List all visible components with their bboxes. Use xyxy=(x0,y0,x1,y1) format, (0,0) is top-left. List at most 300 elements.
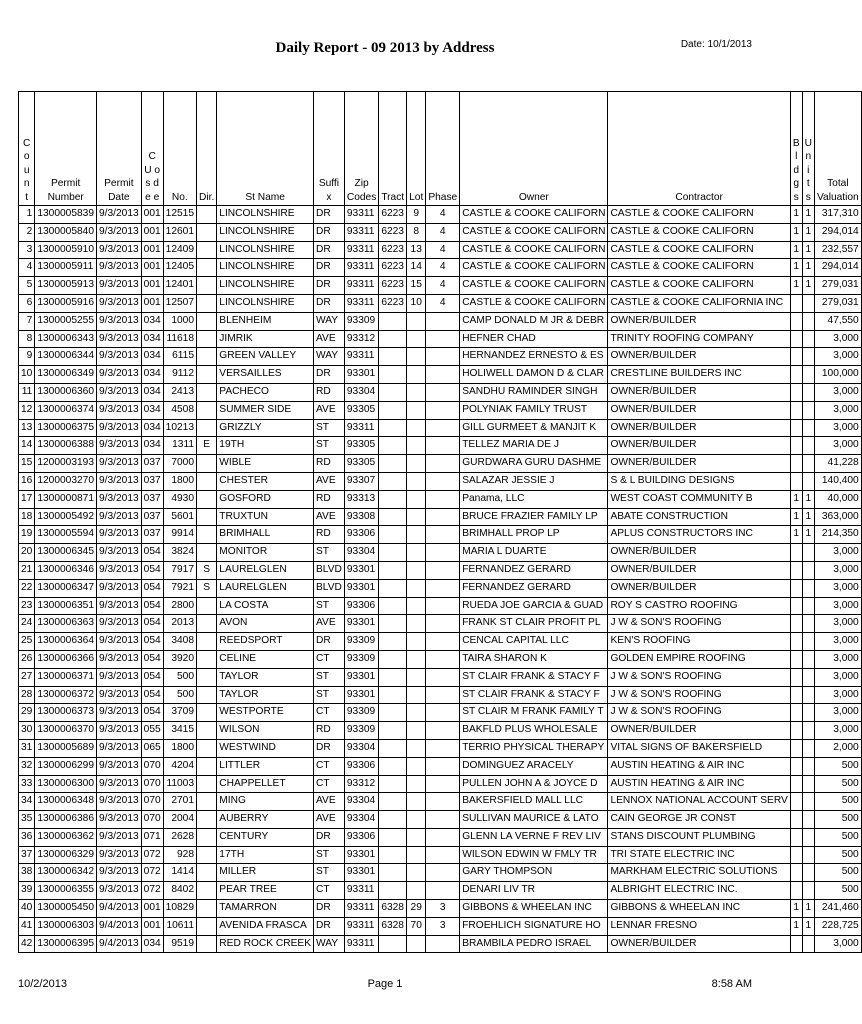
cell-suffix: AVE xyxy=(314,615,345,633)
cell-bldgs xyxy=(790,615,802,633)
cell-bldgs xyxy=(790,472,802,490)
cell-bldgs xyxy=(790,544,802,562)
cell-owner: BRIMHALL PROP LP xyxy=(460,526,608,544)
header-label-line: Contractor xyxy=(675,191,723,203)
cell-suffix: DR xyxy=(314,366,345,384)
cell-count: 5 xyxy=(19,277,35,295)
footer-time: 8:58 AM xyxy=(711,978,752,990)
cell-lot xyxy=(407,650,426,668)
cell-dir xyxy=(197,312,217,330)
cell-permit-number: 1300005255 xyxy=(35,312,97,330)
cell-zip: 93301 xyxy=(344,686,378,704)
cell-lot: 15 xyxy=(407,277,426,295)
cell-contractor: OWNER/BUILDER xyxy=(608,579,790,597)
cell-lot xyxy=(407,437,426,455)
cell-dir xyxy=(197,811,217,829)
permit-table xyxy=(18,91,862,953)
header-label-line: C xyxy=(22,137,31,149)
cell-tract xyxy=(379,490,407,508)
cell-street-no: 3920 xyxy=(163,650,196,668)
cell-contractor: OWNER/BUILDER xyxy=(608,722,790,740)
cell-suffix: BLVD xyxy=(314,561,345,579)
cell-tract: 6223 xyxy=(379,294,407,312)
cell-permit-date: 9/3/2013 xyxy=(97,241,142,259)
col-suffix-header xyxy=(314,92,345,206)
header-label-line: Number xyxy=(47,191,84,203)
cell-contractor: OWNER/BUILDER xyxy=(608,935,790,953)
header-label-line: e e xyxy=(145,191,160,203)
cell-lot xyxy=(407,775,426,793)
cell-tract xyxy=(379,757,407,775)
cell-suffix: DR xyxy=(314,900,345,918)
cell-tract xyxy=(379,330,407,348)
cell-units xyxy=(802,366,814,384)
cell-tract: 6223 xyxy=(379,241,407,259)
cell-contractor: J W & SON'S ROOFING xyxy=(608,686,790,704)
table-row xyxy=(19,223,862,241)
cell-permit-date: 9/3/2013 xyxy=(97,775,142,793)
cell-street-name: AUBERRY xyxy=(217,811,314,829)
cell-lot xyxy=(407,668,426,686)
cell-tract xyxy=(379,704,407,722)
cell-total-valuation: 40,000 xyxy=(814,490,861,508)
cell-owner: MARIA L DUARTE xyxy=(460,544,608,562)
cell-owner: GARY THOMPSON xyxy=(460,864,608,882)
cell-total-valuation: 47,550 xyxy=(814,312,861,330)
cell-zip: 93308 xyxy=(344,508,378,526)
cell-dir xyxy=(197,472,217,490)
cell-use-code: 034 xyxy=(141,419,163,437)
table-row xyxy=(19,650,862,668)
cell-permit-number: 1300006364 xyxy=(35,633,97,651)
cell-tract xyxy=(379,668,407,686)
header-label-line: n xyxy=(23,178,30,189)
cell-owner: POLYNIAK FAMILY TRUST xyxy=(460,401,608,419)
cell-contractor: OWNER/BUILDER xyxy=(608,312,790,330)
col-phase-header xyxy=(426,92,460,206)
cell-use-code: 034 xyxy=(141,330,163,348)
cell-bldgs xyxy=(790,437,802,455)
cell-use-code: 054 xyxy=(141,544,163,562)
cell-total-valuation: 500 xyxy=(814,757,861,775)
cell-permit-date: 9/3/2013 xyxy=(97,561,142,579)
cell-permit-number: 1300006375 xyxy=(35,419,97,437)
cell-suffix: DR xyxy=(314,633,345,651)
cell-permit-number: 1200003193 xyxy=(35,455,97,473)
cell-contractor: S & L BUILDING DESIGNS xyxy=(608,472,790,490)
cell-street-name: WESTPORTE xyxy=(217,704,314,722)
cell-zip: 93304 xyxy=(344,811,378,829)
cell-total-valuation: 3,000 xyxy=(814,579,861,597)
cell-lot xyxy=(407,366,426,384)
cell-owner: Panama, LLC xyxy=(460,490,608,508)
cell-contractor: CAIN GEORGE JR CONST xyxy=(608,811,790,829)
cell-phase xyxy=(426,686,460,704)
cell-units: 1 xyxy=(802,508,814,526)
header-label-line: No. xyxy=(171,191,188,203)
cell-units xyxy=(802,597,814,615)
cell-zip: 93304 xyxy=(344,793,378,811)
cell-units xyxy=(802,472,814,490)
cell-tract xyxy=(379,419,407,437)
cell-street-name: PACHECO xyxy=(217,383,314,401)
cell-street-no: 1311 xyxy=(163,437,196,455)
cell-owner: CASTLE & COOKE CALIFORN xyxy=(460,294,608,312)
cell-permit-number: 1300006346 xyxy=(35,561,97,579)
cell-units: 1 xyxy=(802,206,814,224)
cell-contractor: J W & SON'S ROOFING xyxy=(608,615,790,633)
cell-count: 33 xyxy=(19,775,35,793)
cell-phase: 4 xyxy=(426,223,460,241)
cell-suffix: RD xyxy=(314,383,345,401)
cell-zip: 93311 xyxy=(344,277,378,295)
table-row xyxy=(19,739,862,757)
cell-owner: WILSON EDWIN W FMLY TR xyxy=(460,846,608,864)
cell-suffix: AVE xyxy=(314,793,345,811)
cell-owner: HERNANDEZ ERNESTO & ES xyxy=(460,348,608,366)
table-row xyxy=(19,508,862,526)
cell-suffix: DR xyxy=(314,917,345,935)
cell-lot xyxy=(407,597,426,615)
cell-use-code: 054 xyxy=(141,615,163,633)
cell-dir xyxy=(197,348,217,366)
cell-street-name: MILLER xyxy=(217,864,314,882)
cell-lot xyxy=(407,490,426,508)
cell-owner: HOLIWELL DAMON D & CLAR xyxy=(460,366,608,384)
cell-suffix: ST xyxy=(314,544,345,562)
cell-zip: 93306 xyxy=(344,757,378,775)
cell-count: 35 xyxy=(19,811,35,829)
table-row xyxy=(19,561,862,579)
cell-phase: 4 xyxy=(426,277,460,295)
cell-phase xyxy=(426,650,460,668)
cell-contractor: AUSTIN HEATING & AIR INC xyxy=(608,757,790,775)
cell-phase: 3 xyxy=(426,917,460,935)
cell-suffix: RD xyxy=(314,722,345,740)
cell-bldgs: 1 xyxy=(790,900,802,918)
cell-suffix: DR xyxy=(314,223,345,241)
cell-permit-number: 1300006360 xyxy=(35,383,97,401)
cell-count: 41 xyxy=(19,917,35,935)
header-label-line: s d xyxy=(145,178,159,189)
cell-use-code: 054 xyxy=(141,597,163,615)
cell-count: 4 xyxy=(19,259,35,277)
cell-owner: CASTLE & COOKE CALIFORN xyxy=(460,223,608,241)
cell-units xyxy=(802,882,814,900)
cell-lot xyxy=(407,793,426,811)
cell-total-valuation: 241,460 xyxy=(814,900,861,918)
cell-tract: 6328 xyxy=(379,917,407,935)
cell-permit-number: 1300006344 xyxy=(35,348,97,366)
cell-suffix: CT xyxy=(314,757,345,775)
cell-permit-date: 9/3/2013 xyxy=(97,811,142,829)
cell-suffix: ST xyxy=(314,597,345,615)
cell-permit-date: 9/3/2013 xyxy=(97,223,142,241)
cell-tract xyxy=(379,401,407,419)
cell-total-valuation: 500 xyxy=(814,775,861,793)
table-row xyxy=(19,455,862,473)
table-row xyxy=(19,704,862,722)
cell-dir xyxy=(197,508,217,526)
cell-owner: CASTLE & COOKE CALIFORN xyxy=(460,259,608,277)
cell-use-code: 072 xyxy=(141,882,163,900)
cell-use-code: 070 xyxy=(141,811,163,829)
cell-street-name: LINCOLNSHIRE xyxy=(217,206,314,224)
table-row xyxy=(19,846,862,864)
cell-use-code: 071 xyxy=(141,828,163,846)
cell-count: 13 xyxy=(19,419,35,437)
cell-permit-date: 9/3/2013 xyxy=(97,330,142,348)
cell-permit-number: 1300006372 xyxy=(35,686,97,704)
cell-bldgs: 1 xyxy=(790,259,802,277)
cell-units: 1 xyxy=(802,277,814,295)
cell-count: 12 xyxy=(19,401,35,419)
table-row xyxy=(19,579,862,597)
cell-zip: 93311 xyxy=(344,882,378,900)
cell-street-no: 10829 xyxy=(163,900,196,918)
cell-total-valuation: 3,000 xyxy=(814,615,861,633)
cell-owner: DOMINGUEZ ARACELY xyxy=(460,757,608,775)
cell-permit-number: 1300006345 xyxy=(35,544,97,562)
cell-tract: 6223 xyxy=(379,206,407,224)
permit-table-body xyxy=(19,206,862,953)
cell-owner: FERNANDEZ GERARD xyxy=(460,561,608,579)
cell-dir xyxy=(197,615,217,633)
cell-zip: 93309 xyxy=(344,312,378,330)
cell-lot xyxy=(407,882,426,900)
cell-phase xyxy=(426,846,460,864)
cell-zip: 93306 xyxy=(344,597,378,615)
cell-use-code: 054 xyxy=(141,561,163,579)
cell-street-name: CHESTER xyxy=(217,472,314,490)
cell-permit-number: 1300006303 xyxy=(35,917,97,935)
cell-use-code: 001 xyxy=(141,206,163,224)
cell-permit-number: 1300006299 xyxy=(35,757,97,775)
header-label-line: g xyxy=(793,178,800,189)
table-row xyxy=(19,864,862,882)
col-permit-number-header xyxy=(35,92,97,206)
cell-zip: 93301 xyxy=(344,561,378,579)
cell-lot xyxy=(407,401,426,419)
cell-bldgs xyxy=(790,793,802,811)
cell-street-name: LINCOLNSHIRE xyxy=(217,259,314,277)
cell-street-no: 11003 xyxy=(163,775,196,793)
cell-use-code: 070 xyxy=(141,793,163,811)
cell-tract xyxy=(379,437,407,455)
cell-zip: 93301 xyxy=(344,668,378,686)
cell-bldgs xyxy=(790,882,802,900)
cell-permit-number: 1300006351 xyxy=(35,597,97,615)
cell-count: 29 xyxy=(19,704,35,722)
table-row xyxy=(19,383,862,401)
cell-permit-number: 1300006362 xyxy=(35,828,97,846)
cell-street-no: 12507 xyxy=(163,294,196,312)
table-row xyxy=(19,259,862,277)
cell-total-valuation: 3,000 xyxy=(814,597,861,615)
cell-phase xyxy=(426,348,460,366)
cell-bldgs xyxy=(790,401,802,419)
cell-zip: 93304 xyxy=(344,544,378,562)
cell-street-no: 10213 xyxy=(163,419,196,437)
cell-count: 26 xyxy=(19,650,35,668)
table-row xyxy=(19,401,862,419)
cell-zip: 93301 xyxy=(344,615,378,633)
cell-units xyxy=(802,757,814,775)
cell-permit-number: 1300006349 xyxy=(35,366,97,384)
cell-dir xyxy=(197,633,217,651)
cell-use-code: 054 xyxy=(141,686,163,704)
table-row xyxy=(19,775,862,793)
cell-bldgs: 1 xyxy=(790,490,802,508)
cell-owner: BAKERSFIELD MALL LLC xyxy=(460,793,608,811)
cell-owner: SULLIVAN MAURICE & LATO xyxy=(460,811,608,829)
cell-total-valuation: 3,000 xyxy=(814,633,861,651)
cell-permit-number: 1300006363 xyxy=(35,615,97,633)
cell-use-code: 034 xyxy=(141,437,163,455)
cell-owner: FROEHLICH SIGNATURE HO xyxy=(460,917,608,935)
cell-total-valuation: 214,350 xyxy=(814,526,861,544)
cell-phase xyxy=(426,561,460,579)
report-title: Daily Report - 09 2013 by Address xyxy=(275,40,495,56)
footer-page: Page 1 xyxy=(367,978,403,990)
cell-permit-number: 1300006355 xyxy=(35,882,97,900)
cell-units: 1 xyxy=(802,223,814,241)
cell-tract xyxy=(379,811,407,829)
cell-zip: 93311 xyxy=(344,241,378,259)
cell-suffix: ST xyxy=(314,419,345,437)
cell-total-valuation: 3,000 xyxy=(814,722,861,740)
cell-contractor: CASTLE & COOKE CALIFORN xyxy=(608,277,790,295)
header-label-line: Lot xyxy=(409,191,424,203)
cell-street-name: SUMMER SIDE xyxy=(217,401,314,419)
cell-use-code: 065 xyxy=(141,739,163,757)
cell-tract xyxy=(379,383,407,401)
cell-tract xyxy=(379,739,407,757)
cell-total-valuation: 500 xyxy=(814,793,861,811)
cell-dir xyxy=(197,330,217,348)
cell-units xyxy=(802,633,814,651)
cell-count: 30 xyxy=(19,722,35,740)
cell-street-no: 7921 xyxy=(163,579,196,597)
cell-permit-date: 9/3/2013 xyxy=(97,846,142,864)
cell-units xyxy=(802,704,814,722)
cell-contractor: AUSTIN HEATING & AIR INC xyxy=(608,775,790,793)
cell-units xyxy=(802,294,814,312)
cell-count: 1 xyxy=(19,206,35,224)
cell-phase xyxy=(426,312,460,330)
cell-bldgs: 1 xyxy=(790,526,802,544)
table-row xyxy=(19,330,862,348)
cell-total-valuation: 279,031 xyxy=(814,294,861,312)
cell-tract xyxy=(379,597,407,615)
cell-use-code: 034 xyxy=(141,312,163,330)
cell-street-name: WESTWIND xyxy=(217,739,314,757)
cell-lot: 29 xyxy=(407,900,426,918)
cell-dir xyxy=(197,383,217,401)
cell-units xyxy=(802,793,814,811)
cell-permit-date: 9/3/2013 xyxy=(97,633,142,651)
cell-lot xyxy=(407,561,426,579)
cell-count: 10 xyxy=(19,366,35,384)
cell-permit-date: 9/3/2013 xyxy=(97,704,142,722)
cell-permit-date: 9/3/2013 xyxy=(97,401,142,419)
cell-contractor: WEST COAST COMMUNITY B xyxy=(608,490,790,508)
cell-zip: 93311 xyxy=(344,935,378,953)
cell-street-no: 1800 xyxy=(163,739,196,757)
cell-zip: 93301 xyxy=(344,579,378,597)
cell-units xyxy=(802,544,814,562)
cell-tract: 6223 xyxy=(379,277,407,295)
cell-total-valuation: 279,031 xyxy=(814,277,861,295)
cell-bldgs xyxy=(790,348,802,366)
cell-street-no: 6115 xyxy=(163,348,196,366)
cell-street-name: TAMARRON xyxy=(217,900,314,918)
header-label-line: Total xyxy=(827,178,849,189)
table-row xyxy=(19,597,862,615)
cell-suffix: WAY xyxy=(314,348,345,366)
cell-phase xyxy=(426,401,460,419)
cell-permit-number: 1300006371 xyxy=(35,668,97,686)
cell-bldgs xyxy=(790,650,802,668)
cell-suffix: WAY xyxy=(314,312,345,330)
cell-contractor: CASTLE & COOKE CALIFORNIA INC xyxy=(608,294,790,312)
table-row xyxy=(19,366,862,384)
cell-zip: 93309 xyxy=(344,722,378,740)
table-row xyxy=(19,633,862,651)
cell-dir: S xyxy=(197,579,217,597)
cell-units xyxy=(802,561,814,579)
cell-bldgs: 1 xyxy=(790,277,802,295)
col-units-header xyxy=(802,92,814,206)
cell-phase xyxy=(426,615,460,633)
cell-units: 1 xyxy=(802,526,814,544)
cell-street-no: 1414 xyxy=(163,864,196,882)
cell-bldgs xyxy=(790,419,802,437)
cell-total-valuation: 100,000 xyxy=(814,366,861,384)
cell-street-no: 12409 xyxy=(163,241,196,259)
cell-dir xyxy=(197,935,217,953)
cell-bldgs xyxy=(790,668,802,686)
cell-permit-date: 9/3/2013 xyxy=(97,526,142,544)
cell-permit-number: 1300006370 xyxy=(35,722,97,740)
cell-total-valuation: 500 xyxy=(814,828,861,846)
cell-count: 31 xyxy=(19,739,35,757)
cell-permit-date: 9/3/2013 xyxy=(97,508,142,526)
cell-phase xyxy=(426,597,460,615)
cell-contractor: CRESTLINE BUILDERS INC xyxy=(608,366,790,384)
cell-zip: 93312 xyxy=(344,775,378,793)
cell-street-no: 3408 xyxy=(163,633,196,651)
cell-dir xyxy=(197,544,217,562)
header-label-line: d xyxy=(793,164,800,176)
header-label-line: Dir. xyxy=(199,191,215,203)
cell-street-no: 8402 xyxy=(163,882,196,900)
cell-count: 2 xyxy=(19,223,35,241)
cell-units: 1 xyxy=(802,490,814,508)
cell-zip: 93305 xyxy=(344,437,378,455)
header-label-line: l xyxy=(795,151,798,162)
cell-street-name: LINCOLNSHIRE xyxy=(217,277,314,295)
cell-contractor: CASTLE & COOKE CALIFORN xyxy=(608,206,790,224)
cell-units xyxy=(802,668,814,686)
cell-street-no: 9914 xyxy=(163,526,196,544)
cell-contractor: CASTLE & COOKE CALIFORN xyxy=(608,241,790,259)
cell-units xyxy=(802,650,814,668)
cell-owner: GIBBONS & WHEELAN INC xyxy=(460,900,608,918)
cell-lot xyxy=(407,615,426,633)
cell-phase xyxy=(426,864,460,882)
cell-tract xyxy=(379,650,407,668)
